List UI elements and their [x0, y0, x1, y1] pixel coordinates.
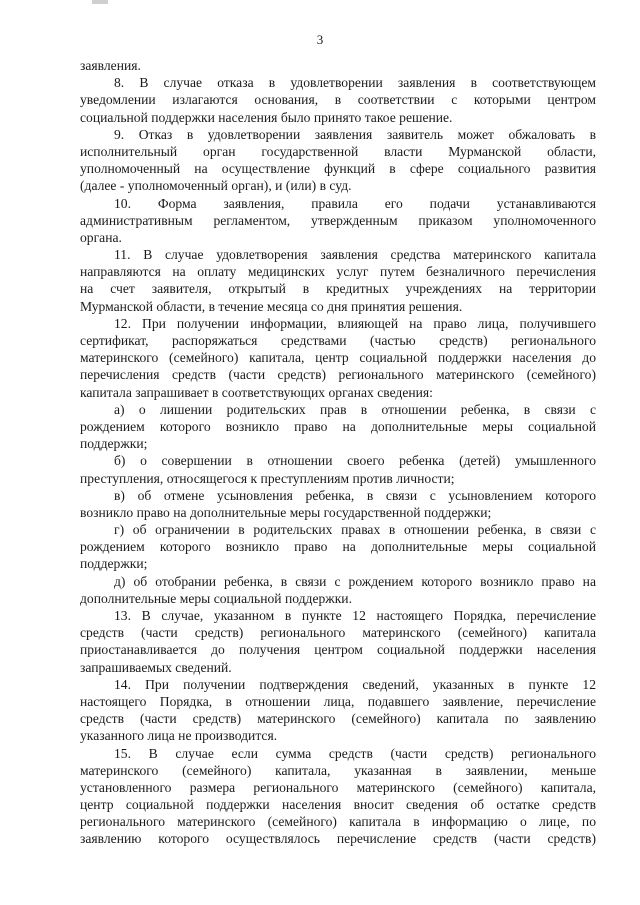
text-line: 8. В случае отказа в удовлетворении заявления в соответствующем: [114, 75, 596, 91]
text-line: на счет заявителя, открытый в кредитных учреждениях на территории: [80, 281, 596, 297]
text-line: средств (части средств) регионального материнского (семейного) капитала: [80, 625, 596, 641]
text-line: приостанавливается до получения центром социальной поддержки населения: [80, 642, 596, 658]
text-line: 13. В случае, указанном в пункте 12 настоящего Порядка, перечисление: [114, 608, 596, 623]
text-line: материнского (семейного) капитала, указанная в заявлении, меньше: [80, 762, 596, 778]
scan-edge-mark: [92, 0, 108, 4]
text-line: материнского (семейного) капитала, центр социальной поддержки населения до: [80, 350, 596, 366]
text-line: б) о совершении в отношении своего ребенка (детей) умышленного: [114, 453, 596, 469]
text-line: г) об ограничении в родительских правах в отношении ребенка, в связи с: [114, 522, 596, 538]
text-line: 12. При получении информации, влияющей на право лица, получившего: [114, 315, 596, 331]
text-line: (далее - уполномоченный орган), и (или) в суд.: [80, 178, 352, 194]
text-line: в) об отмене усыновления ребенка, в связи с усыновлением которого: [114, 487, 596, 503]
text-line: административным регламентом, утвержденным приказом уполномоченного: [80, 212, 596, 228]
page-number: 3: [316, 32, 324, 47]
text-line: направляются на оплату медицинских услуг путем безналичного перечисления: [80, 264, 596, 280]
text-line: дополнительные меры социальной поддержки.: [80, 590, 352, 606]
text-line: уполномоченный на осуществление функций в сфере социального развития: [80, 161, 596, 177]
text-line: Мурманской области, в течение месяца со дня принятия решения.: [80, 298, 463, 314]
text-line: регионального материнского (семейного) капитала в информацию о лице, по: [80, 814, 596, 830]
text-line: рождением которого возникло право на дополнительные меры социальной: [80, 418, 596, 434]
text-line: а) о лишении родительских прав в отношении ребенка, в связи с: [114, 401, 596, 417]
text-line: перечисления средств (части средств) регионального материнского (семейного): [80, 367, 596, 383]
text-line: д) об отобрании ребенка, в связи с рождением которого возникло право на: [114, 573, 596, 589]
text-line: 10. Форма заявления, правила его подачи устанавливаются: [114, 195, 596, 211]
text-line: рождением которого возникло право на дополнительные меры социальной: [80, 539, 596, 555]
text-line: уведомлении излагаются основания, в соответствии с которыми центром: [80, 92, 596, 108]
text-line: исполнительный орган государственной власти Мурманской области,: [80, 143, 596, 159]
text-line: органа.: [80, 229, 122, 245]
text-line: поддержки;: [80, 556, 148, 572]
text-line: сертификат, распоряжаться средствами (частью средств) регионального: [80, 333, 596, 348]
text-line: центр социальной поддержки населения вносит сведения об остатке средств: [80, 797, 596, 813]
text-line: поддержки;: [80, 436, 148, 452]
text-line: 11. В случае удовлетворения заявления средства материнского капитала: [114, 247, 596, 263]
text-line: запрашиваемых сведений.: [80, 659, 232, 675]
text-line: капитала запрашивает в соответствующих органах сведения:: [80, 384, 433, 400]
text-line: преступления, относящегося к преступлениям против личности;: [80, 470, 455, 486]
document-body: [80, 57, 596, 848]
text-line: настоящего Порядка, в отношении лица, подавшего заявление, перечисление: [80, 693, 596, 709]
text-line: указанного лица не производится.: [80, 728, 278, 744]
text-line: возникло право на дополнительные меры государственной поддержки;: [80, 504, 492, 520]
text-line: заявления.: [80, 58, 141, 73]
text-line: социальной поддержки населения было принято такое решение.: [80, 109, 453, 125]
text-line: 9. Отказ в удовлетворении заявления заявитель может обжаловать в: [114, 126, 596, 142]
text-line: заявлению которого осуществлялось перечисление средств (части средств): [80, 831, 596, 847]
text-line: средств (части средств) материнского (семейного) капитала по заявлению: [80, 711, 596, 727]
text-line: установленного размера регионального материнского (семейного) капитала,: [80, 779, 596, 795]
text-line: 14. При получении подтверждения сведений, указанных в пункте 12: [114, 676, 596, 692]
text-line: 15. В случае если сумма средств (части средств) регионального: [114, 745, 596, 761]
